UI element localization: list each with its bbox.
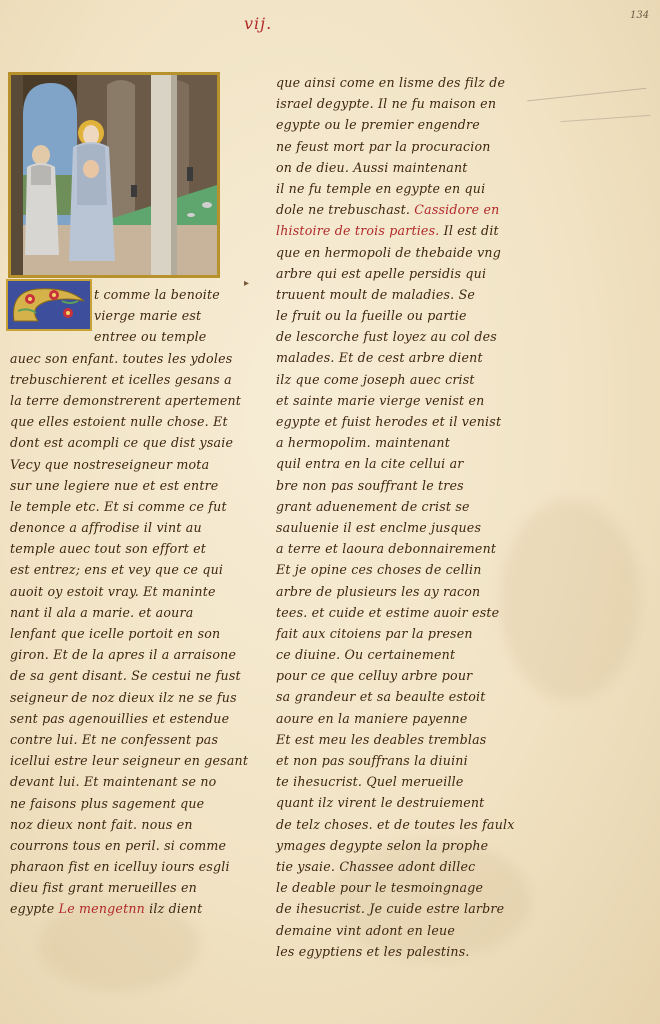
text-line: Vecy que nostreseigneur mota — [10, 456, 210, 472]
text-line: demaine vint adont en leue — [276, 922, 456, 938]
text-line: malades. Et de cest arbre dient — [276, 350, 483, 366]
text-line: devant lui. Et maintenant se no — [10, 774, 217, 790]
text-segment: egypte — [10, 901, 55, 917]
text-line: aoure en la maniere payenne — [276, 710, 468, 726]
text-line: noz dieux nont fait. nous en — [10, 816, 193, 832]
text-line: sauluenie il est enclme jusques — [276, 519, 482, 535]
rubric-text: Cassidore en — [414, 202, 500, 218]
text-line: arbre de plusieurs les ay racon — [276, 583, 481, 599]
text-line-last — [10, 898, 248, 919]
text-line: quil entra en la cite cellui ar — [276, 456, 464, 472]
text-line: de telz choses. et de toutes les faulx — [276, 816, 515, 832]
text-segment: ilz dient — [149, 901, 203, 917]
right-text-column — [276, 72, 515, 962]
folio-number: 134 — [630, 10, 650, 21]
text-segment: dole ne trebuschast. — [276, 202, 411, 218]
text-line: dieu fist grant merueilles en — [10, 880, 197, 896]
text-line: truuent moult de maladies. Se — [276, 286, 476, 302]
text-line: il ne fu temple en egypte en qui — [276, 180, 486, 196]
text-line: la terre demonstrerent apertement — [10, 392, 242, 408]
text-line: t comme la benoite — [94, 287, 220, 302]
text-line: et sainte marie vierge venist en — [276, 392, 485, 408]
text-line: te ihesucrist. Quel merueille — [276, 774, 464, 790]
text-line: ilz que come joseph auec crist — [276, 371, 475, 387]
text-line: de ihesucrist. Je cuide estre larbre — [276, 901, 505, 917]
miniature-illustration — [8, 72, 220, 278]
text-line: quant ilz virent le destruiement — [276, 795, 485, 811]
text-line: pharaon fist en icelluy iours esgli — [10, 859, 230, 875]
text-line: fait aux citoiens par la presen — [276, 625, 473, 641]
text-line: giron. Et de la apres il a arraisone — [10, 647, 237, 663]
text-line: que en hermopoli de thebaide vng — [276, 244, 501, 260]
text-line: le fruit ou la fueille ou partie — [276, 308, 467, 324]
text-line: auoit oy estoit vray. Et maninte — [10, 583, 216, 599]
text-line: est entrez; ens et vey que ce qui — [10, 562, 224, 578]
text-line: ymages degypte selon la prophe — [276, 837, 489, 853]
text-line: denonce a affrodise il vint au — [10, 520, 202, 536]
text-line: que ainsi come en lisme des filz de — [276, 75, 506, 90]
text-line: que elles estoient nulle chose. Et — [10, 414, 228, 430]
text-line: ne feust mort par la procuracion — [276, 138, 491, 154]
text-segment: Il est dit — [443, 223, 499, 239]
text-line: arbre qui est apelle persidis qui — [276, 265, 487, 281]
text-line: sur une legiere nue et est entre — [10, 477, 219, 493]
text-line: pour ce que celluy arbre pour — [276, 668, 473, 684]
text-line: on de dieu. Aussi maintenant — [276, 159, 468, 175]
margin-tick: ▸ — [244, 278, 250, 289]
text-line: contre lui. Et ne confessent pas — [10, 731, 219, 747]
text-line: nant il ala a marie. et aoura — [10, 604, 194, 620]
text-line: trebuschierent et icelles gesans a — [10, 371, 232, 387]
text-line: icellui estre leur seigneur en gesant — [10, 753, 249, 769]
text-line: entree ou temple — [94, 329, 207, 345]
text-line: le temple etc. Et si comme ce fut — [10, 498, 227, 514]
text-line: grant aduenement de crist se — [276, 498, 470, 514]
text-line: egypte et fuist herodes et il venist — [276, 414, 502, 429]
rubric-text: Le mengetnn — [58, 901, 145, 917]
text-line: a terre et laoura debonnairement — [276, 541, 497, 557]
text-line — [276, 220, 515, 241]
text-line: dont est acompli ce que dist ysaie — [10, 435, 234, 451]
text-line: courrons tous en peril. si comme — [10, 837, 227, 853]
text-line: Et est meu les deables tremblas — [276, 731, 487, 747]
rubric-text: lhistoire de trois parties. — [276, 223, 440, 239]
text-line: israel degypte. Il ne fu maison en — [276, 96, 497, 112]
text-line: tie ysaie. Chassee adont dillec — [276, 858, 476, 874]
text-line: sent pas agenouillies et estendue — [10, 710, 230, 726]
text-line: Et je opine ces choses de cellin — [276, 562, 482, 578]
text-line: auec son enfant. toutes les ydoles — [10, 350, 233, 366]
text-line: de lescorche fust loyez au col des — [276, 329, 497, 345]
text-line — [276, 199, 515, 220]
text-line: ne faisons plus sagement que — [10, 795, 205, 811]
text-line: et non pas souffrans la diuini — [276, 753, 468, 768]
text-line: bre non pas souffrant le tres — [276, 477, 464, 493]
text-line: ce diuine. Ou certainement — [276, 647, 456, 663]
text-line: vierge marie est — [94, 308, 202, 324]
text-line: le deable pour le tesmoingnage — [276, 880, 484, 896]
text-line: les egyptiens et les palestins. — [276, 943, 470, 959]
left-text-column — [10, 284, 248, 920]
folio-header: vij. — [244, 14, 273, 33]
text-line: a hermopolim. maintenant — [276, 435, 450, 451]
text-line: seigneur de noz dieux ilz ne se fus — [10, 689, 237, 705]
text-line: sa grandeur et sa beaulte estoit — [276, 689, 486, 705]
text-line: tees. et cuide et estime auoir este — [276, 604, 500, 620]
text-line: lenfant que icelle portoit en son — [10, 626, 221, 641]
text-line: de sa gent disant. Se cestui ne fust — [10, 668, 241, 684]
virgin-and-child-with-figure-icon — [11, 75, 217, 275]
text-line: temple auec tout son effort et — [10, 541, 207, 557]
text-line: egypte ou le premier engendre — [276, 117, 480, 133]
